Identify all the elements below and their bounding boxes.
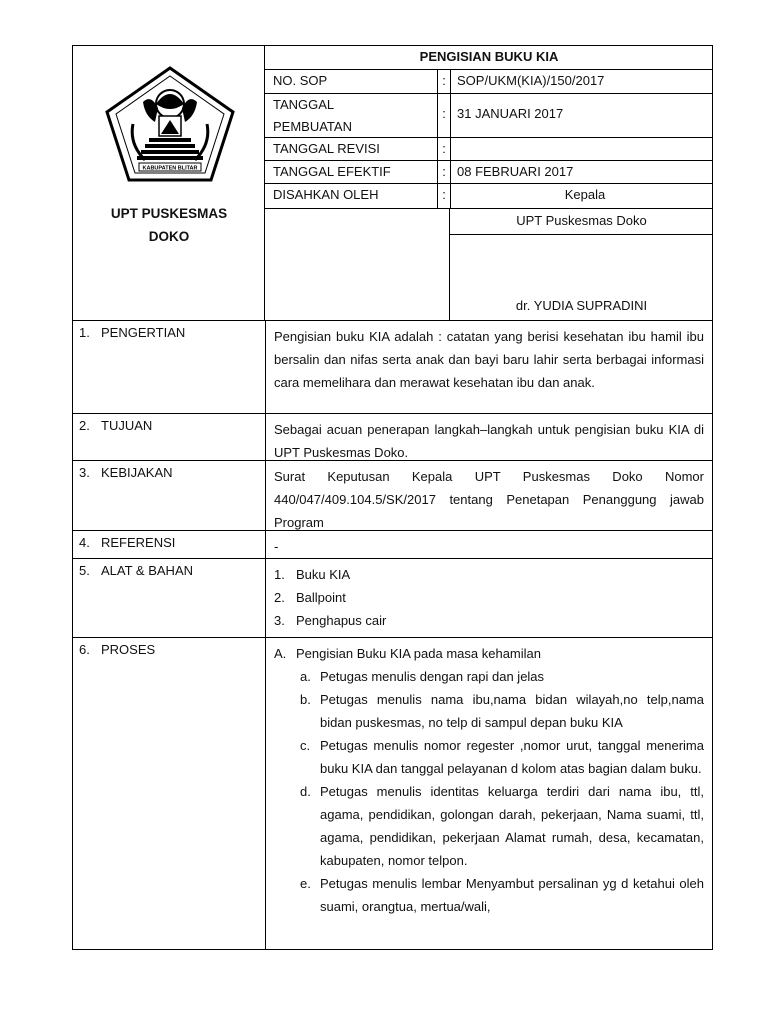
step-item	[274, 665, 704, 688]
row-tanggal-efektif	[265, 161, 713, 184]
section-number: 1.	[79, 325, 90, 340]
colon: :	[437, 138, 451, 160]
section-name: KEBIJAKAN	[101, 465, 173, 480]
step-item	[274, 688, 704, 734]
label-tanggal-pembuatan	[273, 94, 352, 138]
step-item	[274, 734, 704, 780]
list-item-number: 3.	[274, 613, 285, 628]
section-text: Sebagai acuan penerapan langkah–langkah untuk pengisian buku KIA di UPT Puskesmas Doko.	[274, 422, 704, 460]
list-item	[274, 586, 704, 609]
section-pengertian	[72, 321, 713, 414]
step-text: Petugas menulis nomor regester ,nomor urut, tanggal menerima buku KIA dan tanggal pelayanan d kolom atas bagian dalam buku.	[320, 738, 704, 776]
kabupaten-blitar-emblem-icon	[103, 64, 237, 184]
section-body	[265, 531, 712, 558]
step-letter: e.	[300, 876, 311, 891]
section-proses	[72, 638, 713, 950]
label-tanggal-efektif: TANGGAL EFEKTIF	[273, 164, 391, 179]
step-letter: b.	[300, 692, 311, 707]
section-body	[265, 414, 712, 460]
section-alat-bahan	[72, 559, 713, 638]
section-referensi	[72, 531, 713, 559]
section-name: PENGERTIAN	[101, 325, 186, 340]
value-no-sop: SOP/UKM(KIA)/150/2017	[457, 73, 605, 88]
section-body	[265, 559, 712, 637]
logo-cell	[73, 46, 265, 320]
row-disahkan-oleh	[265, 184, 713, 209]
list-item-text: Pengisian Buku KIA pada masa kehamilan	[296, 646, 541, 661]
label-line: TANGGAL	[273, 97, 335, 112]
section-kebijakan	[72, 461, 713, 531]
section-tujuan	[72, 414, 713, 461]
step-text: Petugas menulis dengan rapi dan jelas	[320, 669, 545, 684]
section-name: TUJUAN	[101, 418, 153, 433]
list-item-text: Ballpoint	[296, 590, 346, 605]
list-item-text: Penghapus cair	[296, 613, 387, 628]
section-text: -	[274, 539, 279, 554]
step-text: Petugas menulis identitas keluarga terdiri dari nama ibu, ttl, agama, pendidikan, golongan darah, pekerjaan, Nama suami, ttl, agama, pendidikan, pekerjaan Alamat rumah, desa, kecamatan, kabupaten, nomor telpon.	[320, 784, 704, 868]
org-name-line2: DOKO	[148, 229, 190, 244]
section-text: Surat Keputusan Kepala UPT Puskesmas Doko Nomor 440/047/409.104.5/SK/2017 tentang Penetapan Penanggung jawab Program	[274, 469, 704, 530]
colon: :	[437, 161, 451, 183]
section-body	[265, 638, 712, 949]
list-item-number: 1.	[274, 567, 285, 582]
value-tanggal-efektif: 08 FEBRUARI 2017	[457, 164, 574, 179]
label-disahkan-oleh: DISAHKAN OLEH	[273, 187, 379, 202]
section-name: ALAT & BAHAN	[101, 563, 193, 578]
step-text: Petugas menulis nama ibu,nama bidan wilayah,no telp,nama bidan puskesmas, no telp di sampul depan buku KIA	[320, 692, 704, 730]
row-tanggal-pembuatan	[265, 94, 713, 138]
section-number: 4.	[79, 535, 90, 550]
step-item	[274, 780, 704, 872]
list-item	[274, 563, 704, 586]
sop-header-table	[72, 45, 713, 321]
approver-unit: UPT Puskesmas Doko	[450, 209, 713, 235]
section-number: 2.	[79, 418, 90, 433]
value-tanggal-pembuatan: 31 JANUARI 2017	[457, 106, 564, 121]
row-no-sop	[265, 70, 713, 94]
colon: :	[437, 94, 451, 137]
list-item-text: Buku KIA	[296, 567, 351, 582]
row-tanggal-revisi	[265, 138, 713, 161]
section-number: 5.	[79, 563, 90, 578]
colon: :	[437, 184, 451, 208]
section-text: Pengisian buku KIA adalah : catatan yang berisi kesehatan ibu hamil ibu bersalin dan nifas serta anak dan bayi baru lahir serta berbagai informasi cara memelihara dan merawat kesehatan ibu dan anak.	[274, 329, 704, 390]
list-item-number: A.	[274, 646, 287, 661]
approver-name: dr. YUDIA SUPRADINI	[515, 298, 648, 313]
section-body	[265, 461, 712, 530]
document-title: PENGISIAN BUKU KIA	[265, 46, 713, 70]
section-body	[265, 321, 712, 413]
value-kepala: Kepala	[564, 187, 606, 202]
org-name-line1: UPT PUSKESMAS	[110, 206, 228, 221]
step-item	[274, 872, 704, 918]
label-tanggal-revisi: TANGGAL REVISI	[273, 141, 380, 156]
section-name: REFERENSI	[101, 535, 176, 550]
section-name: PROSES	[101, 642, 156, 657]
step-letter: d.	[300, 784, 311, 799]
section-number: 3.	[79, 465, 90, 480]
step-text: Petugas menulis lembar Menyambut persalinan yg d ketahui oleh suami, orangtua, mertua/wali,	[320, 876, 704, 914]
colon: :	[437, 70, 451, 93]
svg-text:KABUPATEN BLITAR: KABUPATEN BLITAR	[142, 165, 198, 172]
list-item	[274, 642, 704, 665]
label-no-sop: NO. SOP	[273, 73, 328, 88]
label-line: PEMBUATAN	[273, 119, 352, 134]
list-item	[274, 609, 704, 632]
list-item-number: 2.	[274, 590, 285, 605]
step-letter: a.	[300, 669, 311, 684]
section-number: 6.	[79, 642, 90, 657]
step-letter: c.	[300, 738, 311, 753]
